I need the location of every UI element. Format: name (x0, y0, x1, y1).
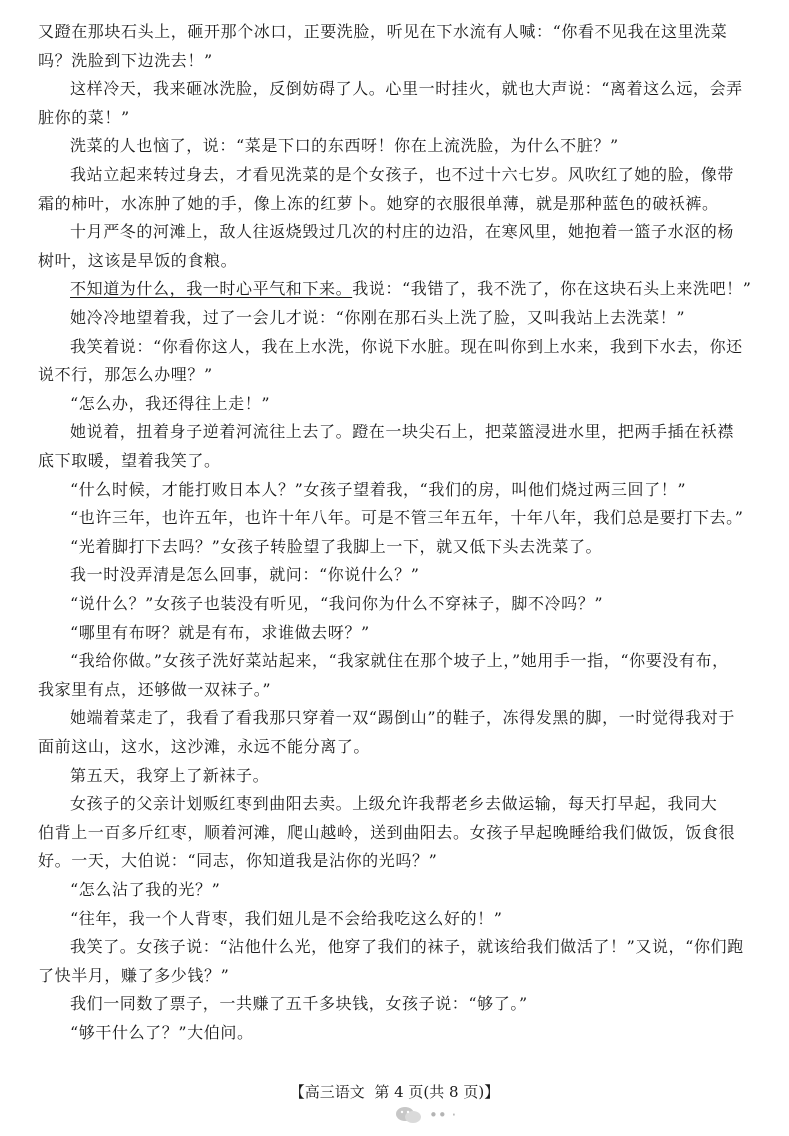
wechat-icon (395, 1105, 423, 1125)
text-line: 伯背上一百多斤红枣，顺着河滩，爬山越岭，送到曲阳去。女孩子早起晚睡给我们做饭，饭食很 (38, 822, 736, 842)
text-line: 我站立起来转过身去，才看见洗菜的是个女孩子，也不过十六七岁。风吹红了她的脸，像带 (70, 165, 735, 184)
watermark-dots: •• · (429, 1106, 457, 1124)
text-line: 我笑着说：“你看你这人，我在上水洗，你说下水脏。现在叫你到上水来，我到下水去，你还 (70, 336, 743, 356)
text-line: “怎么办，我还得往上走！” (70, 393, 271, 413)
text-line: 吗？洗脸到下边洗去！” (38, 50, 213, 70)
text-line: 她冷冷地望着我，过了一会儿才说：“你刚在那石头上洗了脸，又叫我站上去洗菜！” (70, 308, 686, 327)
underlined-sentence: 不知道为什么，我一时心平气和下来。 (70, 279, 353, 299)
text-line: 我家里有点，还够做一双袜子。” (38, 679, 272, 699)
footer-left-bracket: 【 (289, 1083, 305, 1101)
text-line: 不知道为什么，我一时心平气和下来。我说：“我错了，我不洗了，你在这块石头上来洗吧！” (70, 279, 752, 299)
text-line: 我一时没弄清是怎么回事，就问：“你说什么？” (70, 565, 420, 585)
text-line: “也许三年，也许五年，也许十年八年。可是不管三年五年，十年八年，我们总是要打下去。” (70, 508, 744, 528)
text-line: “哪里有布呀？就是有布，求谁做去呀？” (70, 622, 370, 642)
text-line: 霜的柿叶，水冻肿了她的手，像上冻的红萝卜。她穿的衣服很单薄，就是那种蓝色的破袄裤。 (38, 193, 719, 213)
text-line: “怎么沾了我的光？” (70, 880, 221, 899)
text-line: 我笑了。女孩子说：“沾他什么光，他穿了我们的袜子，就该给我们做活了！”又说，“你们跑 (70, 937, 744, 957)
text-line: 第五天，我穿上了新袜子。 (70, 765, 270, 785)
text-line: 这样冷天，我来砸冰洗脸，反倒妨碍了人。心里一时挂火，就也大声说：“离着这么远，会弄 (70, 79, 743, 99)
text-line: 了快半月，赚了多少钱？” (38, 965, 230, 985)
footer-page-info: 第 4 页(共 8 页) (374, 1083, 485, 1101)
text-line: 她说着，扭着身子逆着河流往上去了。蹬在一块尖石上，把菜篮浸进水里，把两手插在袄襟 (70, 422, 735, 442)
text-line: “够干什么了？”大伯问。 (70, 1023, 254, 1042)
text-line: 她端着菜走了，我看了看我那只穿着一双“踢倒山”的鞋子，冻得发黑的脚，一时觉得我对于 (70, 708, 735, 728)
text-line: “往年，我一个人背枣，我们妞儿是不会给我吃这么好的！” (70, 908, 503, 928)
page-footer (0, 1082, 789, 1102)
footer-subject: 高三语文 (304, 1083, 365, 1101)
text-line: 脏你的菜！” (38, 107, 130, 127)
text-line: “什么时候，才能打败日本人？”女孩子望着我，“我们的房，叫他们烧过两三回了！” (70, 479, 687, 499)
text-line: 底下取暖，望着我笑了。 (38, 451, 221, 470)
text-line: “我给你做。”女孩子洗好菜站起来，“我家就住在那个坡子上，”她用手一指，“你要没有布， (70, 651, 729, 671)
text-line: 好。一天，大伯说：“同志，你知道我是沾你的光吗？” (38, 851, 438, 871)
text-line: 洗菜的人也恼了，说：“菜是下口的东西呀！你在上流洗脸，为什么不脏？” (70, 136, 619, 156)
watermark (395, 1105, 456, 1125)
text-line: 我们一同数了票子，一共赚了五千多块钱，女孩子说：“够了。” (70, 994, 528, 1014)
text-line: “说什么？”女孩子也装没有听见，“我问你为什么不穿袜子，脚不冷吗？” (70, 594, 604, 613)
text-line: 树叶，这该是早饭的食粮。 (38, 250, 238, 270)
text-line: 十月严冬的河滩上，敌人往返烧毁过几次的村庄的边沿，在寒风里，她抱着一篮子水沤的杨 (70, 222, 735, 242)
text-line: 又蹬在那块石头上，砸开那个冰口，正要洗脸，听见在下水流有人喊：“你看不见我在这里洗菜 (38, 22, 728, 41)
text-line: 面前这山，这水，这沙滩，永远不能分离了。 (38, 737, 371, 756)
text-line: 说不行，那怎么办哩？” (38, 365, 213, 385)
text-line: 女孩子的父亲计划贩红枣到曲阳去卖。上级允许我帮老乡去做运输，每天打早起，我同大 (70, 794, 718, 814)
text-line: “光着脚打下去吗？”女孩子转脸望了我脚上一下，就又低下头去洗菜了。 (70, 536, 603, 556)
footer-right-bracket: 】 (484, 1083, 500, 1101)
